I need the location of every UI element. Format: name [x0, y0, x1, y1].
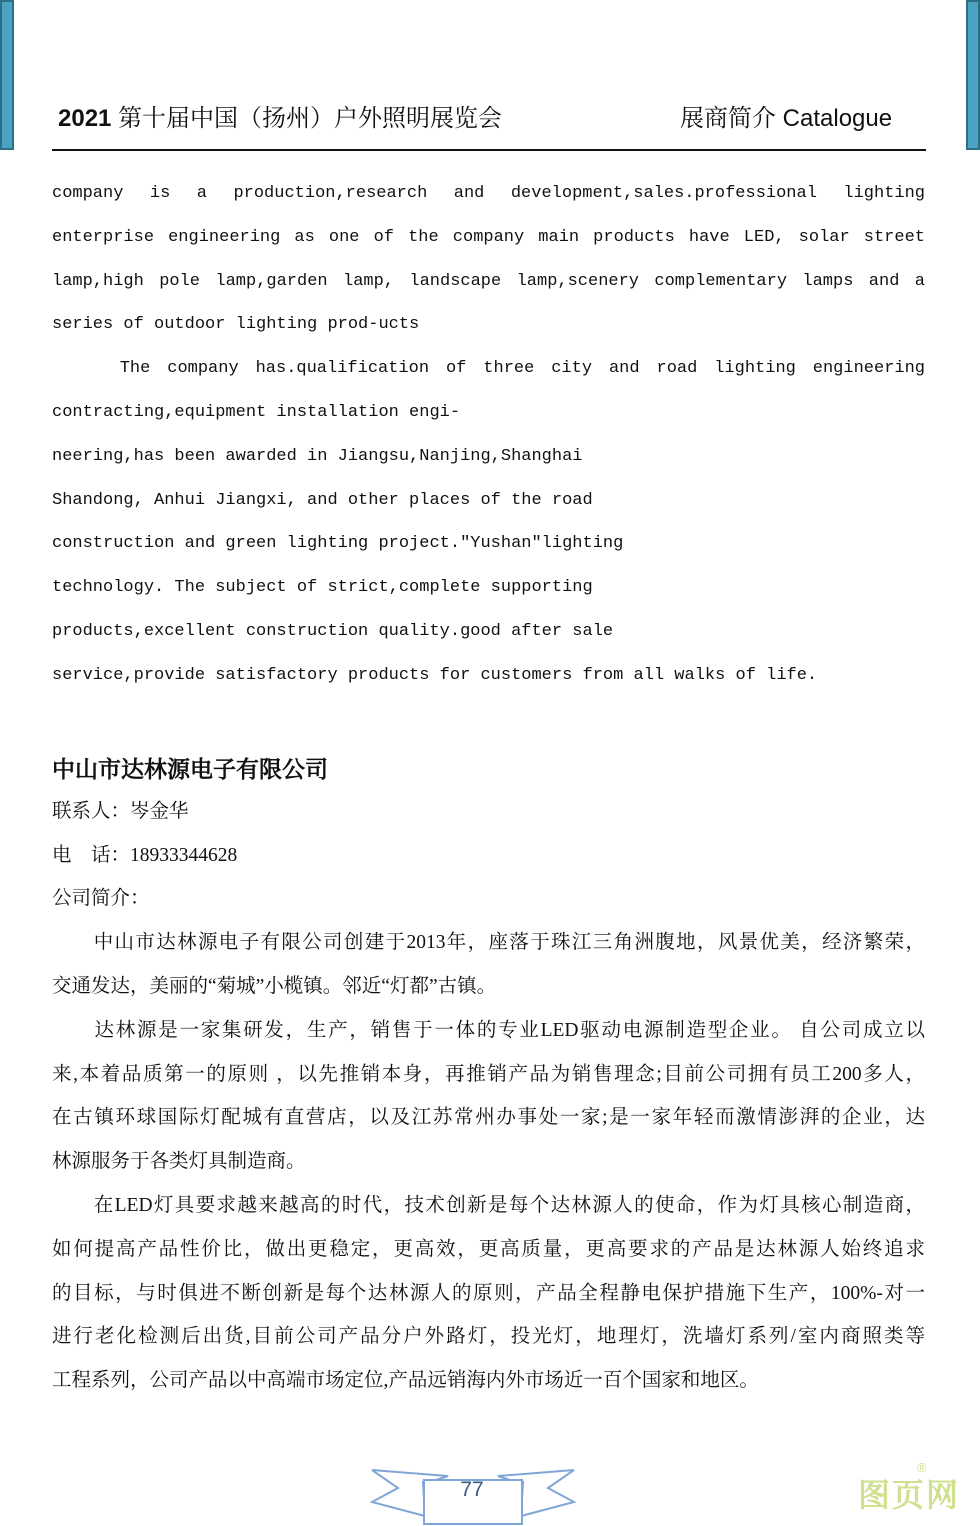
intro-line: 在LED灯具要求越来越高的时代，技术创新是每个达林源人的使命，作为灯具核心制造商， — [52, 1195, 925, 1216]
intro-line: 中山市达林源电子有限公司创建于2013年，座落于珠江三角洲腹地，风景优美，经济繁荣， — [52, 932, 925, 954]
header-event-title — [58, 98, 502, 133]
left-edge-tab — [0, 0, 14, 150]
english-line: contracting,equipment installation engi- — [52, 403, 461, 422]
phone-line: 电 话：18933344628 — [52, 844, 238, 866]
header-year: 2021 — [58, 105, 112, 132]
registered-mark: ® — [917, 1460, 927, 1475]
intro-line: 来,本着品质第一的原则 ，以先推销本身，再推销产品为销售理念;目前公司拥有员工200多人， — [52, 1063, 925, 1085]
header-rule — [52, 149, 926, 151]
intro-line: 林源服务于各类灯具制造商。 — [52, 1151, 306, 1173]
contact-line: 联系人：岑金华 — [52, 800, 189, 822]
english-line: enterprise engineering as one of the company main products have LED, solar street — [52, 227, 925, 247]
intro-line: 工程系列，公司产品以中高端市场定位,产品远销海内外市场近一百个国家和地区。 — [52, 1370, 759, 1392]
page-number: 77 — [460, 1478, 484, 1501]
intro-label: 公司简介： — [52, 888, 150, 910]
intro-line: 如何提高产品性价比，做出更稳定，更高效，更高质量，更高要求的产品是达林源人始终追求 — [52, 1238, 925, 1260]
english-line: neering,has been awarded in Jiangsu,Nanjing,Shanghai — [52, 446, 583, 466]
event-title: 第十届中国（扬州）户外照明展览会 — [118, 105, 503, 132]
english-line: technology. The subject of strict,complete supporting — [52, 578, 593, 598]
english-line: company is a production,research and development,sales.professional lighting — [52, 184, 925, 203]
intro-line: 的目标，与时俱进不断创新是每个达林源人的原则，产品全程静电保护措施下生产，100%-对一 — [52, 1282, 925, 1304]
intro-line: 进行老化检测后出货,目前公司产品分户外路灯，投光灯，地理灯，洗墙灯系列/室内商照类等 — [52, 1326, 925, 1348]
english-line: construction and green lighting project."Yushan"lighting — [52, 534, 624, 554]
header-section-title: 展商简介 Catalogue — [680, 105, 893, 132]
intro-line: 达林源是一家集研发，生产，销售于一体的专业LED驱动电源制造型企业。 自公司成立以 — [52, 1019, 925, 1041]
english-line: products,excellent construction quality.good after sale — [52, 622, 614, 641]
intro-line: 交通发达，美丽的“菊城”小榄镇。邻近“灯都”古镇。 — [52, 976, 497, 997]
english-line: Shandong, Anhui Jiangxi, and other places of the road — [52, 490, 593, 510]
right-edge-tab — [966, 0, 980, 150]
intro-line: 在古镇环球国际灯配城有直营店，以及江苏常州办事处一家;是一家年轻而激情澎湃的企业，达 — [52, 1107, 925, 1129]
company-name: 中山市达林源电子有限公司 — [52, 757, 328, 782]
english-line: service,provide satisfactory products for customers from all walks of life. — [52, 665, 818, 685]
english-line: lamp,high pole lamp,garden lamp, landscape lamp,scenery complementary lamps and a — [52, 271, 925, 291]
english-line: The company has.qualification of three city and road lighting engineering — [52, 359, 925, 379]
watermark-logo: 图页网 — [858, 1477, 961, 1513]
english-line: series of outdoor lighting prod-ucts — [52, 315, 420, 335]
